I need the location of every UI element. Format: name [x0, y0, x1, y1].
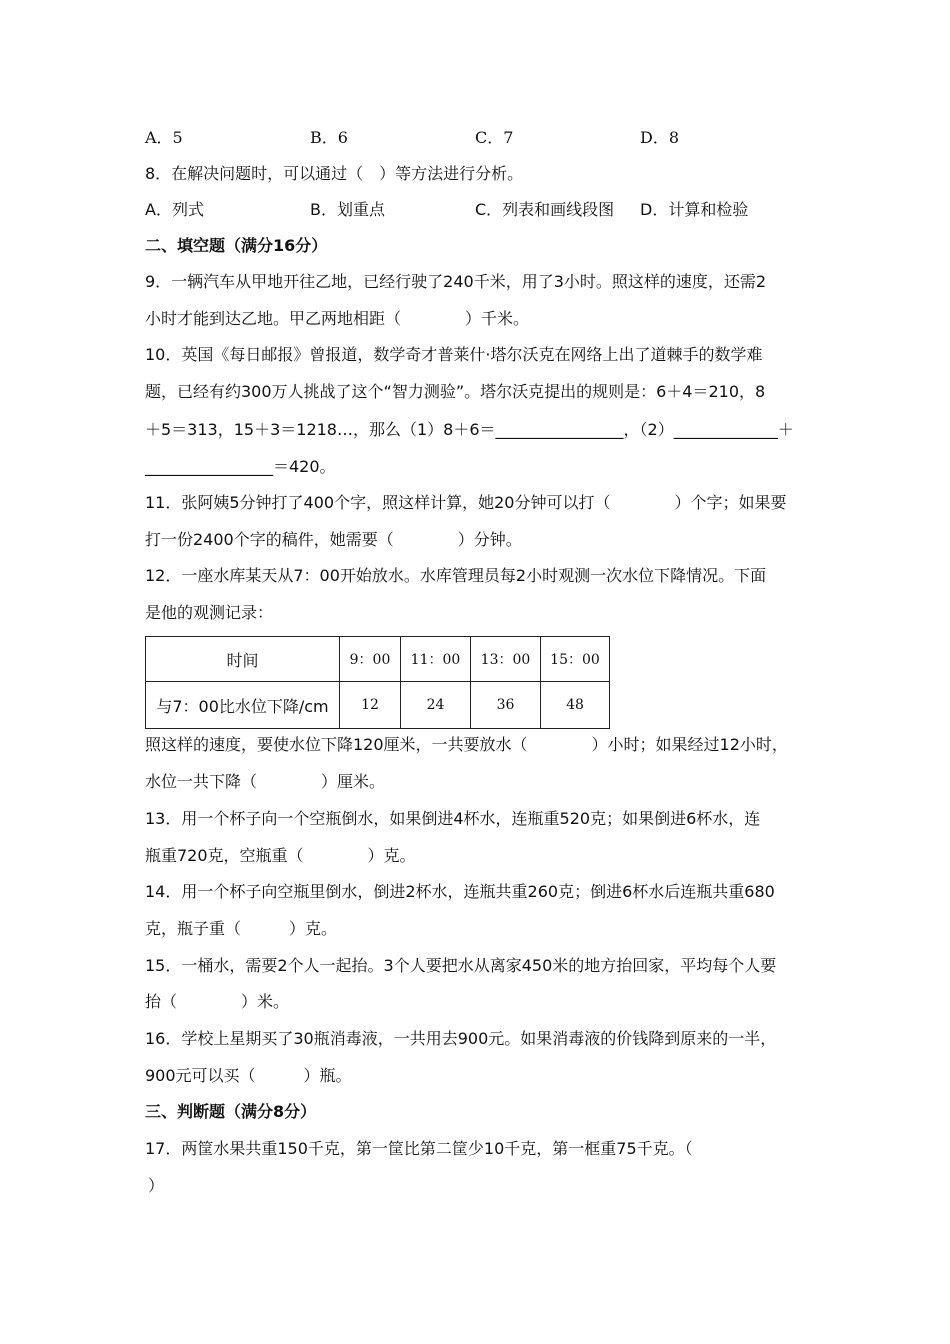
table-cell: 12 — [340, 682, 401, 729]
q10-line-2: 题，已经有约300万人挑战了这个“智力测验”。塔尔沃克提出的规则是：6＋4＝210，8 — [145, 382, 766, 401]
q12-line-2: 是他的观测记录： — [145, 603, 274, 622]
table-header-cell: 13：00 — [471, 637, 541, 682]
q10-line-3: ＋5＝313，15＋3＝1218…，那么（1）8＋6＝________________，（2）_____________＋ — [145, 420, 794, 439]
observation-table — [145, 636, 610, 729]
q7-option-a: A．5 — [145, 128, 183, 147]
q13-line-1: 13．用一个杯子向一个空瓶倒水，如果倒进4杯水，连瓶重520克；如果倒进6杯水，连 — [145, 809, 761, 828]
q13-line-2: 瓶重720克，空瓶重（ ）克。 — [145, 846, 416, 865]
q17-line-2: ） — [148, 1176, 165, 1195]
table-cell: 48 — [541, 682, 610, 729]
table-header-row — [146, 637, 610, 682]
q17-line-1: 17．两筐水果共重150千克，第一筐比第二筐少10千克，第一框重75千克。（ — [145, 1139, 693, 1158]
table-header-cell: 时间 — [146, 637, 340, 682]
q10-line-1: 10．英国《每日邮报》曾报道，数学奇才普莱什·塔尔沃克在网络上出了道棘手的数学难 — [145, 345, 763, 364]
q8-option-b: B．划重点 — [310, 200, 385, 219]
q7-option-d: D．8 — [640, 128, 680, 147]
q12-after-line-1: 照这样的速度，要使水位下降120厘米，一共要放水（ ）小时；如果经过12小时， — [145, 735, 788, 754]
table-header-cell: 9：00 — [340, 637, 401, 682]
q11-line-1: 11．张阿姨5分钟打了400个字，照这样计算，她20分钟可以打（ ）个字；如果要 — [145, 493, 787, 512]
q15-line-1: 15．一桶水，需要2个人一起抬。3个人要把水从离家450米的地方抬回家，平均每个人要 — [145, 956, 777, 975]
table-header-cell: 15：00 — [541, 637, 610, 682]
q11-line-2: 打一份2400个字的稿件，她需要（ ）分钟。 — [145, 530, 522, 549]
q15-line-2: 抬（ ）米。 — [145, 992, 290, 1011]
q8-option-d: D．计算和检验 — [640, 200, 749, 219]
q14-line-1: 14．用一个杯子向空瓶里倒水，倒进2杯水，连瓶共重260克；倒进6杯水后连瓶共重680 — [145, 882, 775, 901]
q12-line-1: 12．一座水库某天从7：00开始放水。水库管理员每2小时观测一次水位下降情况。下面 — [145, 566, 767, 585]
section2-title: 二、填空题（满分16分） — [145, 236, 328, 255]
q16-line-1: 16．学校上星期买了30瓶消毒液，一共用去900元。如果消毒液的价钱降到原来的一半， — [145, 1029, 777, 1048]
table-cell: 24 — [401, 682, 471, 729]
section3-title: 三、判断题（满分8分） — [145, 1102, 317, 1121]
q9-line-2: 小时才能到达乙地。甲乙两地相距（ ）千米。 — [145, 309, 530, 328]
q14-line-2: 克，瓶子重（ ）克。 — [145, 919, 338, 938]
q8-text: 8．在解决问题时，可以通过（ ）等方法进行分析。 — [145, 164, 524, 183]
table-header-cell: 11：00 — [401, 637, 471, 682]
q7-option-b: B．6 — [310, 128, 348, 147]
q7-option-c: C．7 — [475, 128, 514, 147]
table-row-label: 与7：00比水位下降/cm — [146, 682, 340, 729]
q16-line-2: 900元可以买（ ）瓶。 — [145, 1066, 352, 1085]
q10-line-4: ________________＝420。 — [145, 457, 336, 476]
table-row — [146, 682, 610, 729]
q8-option-a: A．列式 — [145, 200, 204, 219]
q12-after-line-2: 水位一共下降（ ）厘米。 — [145, 772, 386, 791]
q8-option-c: C．列表和画线段图 — [475, 200, 615, 219]
q9-line-1: 9．一辆汽车从甲地开往乙地，已经行驶了240千米，用了3小时。照这样的速度，还需2 — [145, 272, 767, 291]
table-cell: 36 — [471, 682, 541, 729]
